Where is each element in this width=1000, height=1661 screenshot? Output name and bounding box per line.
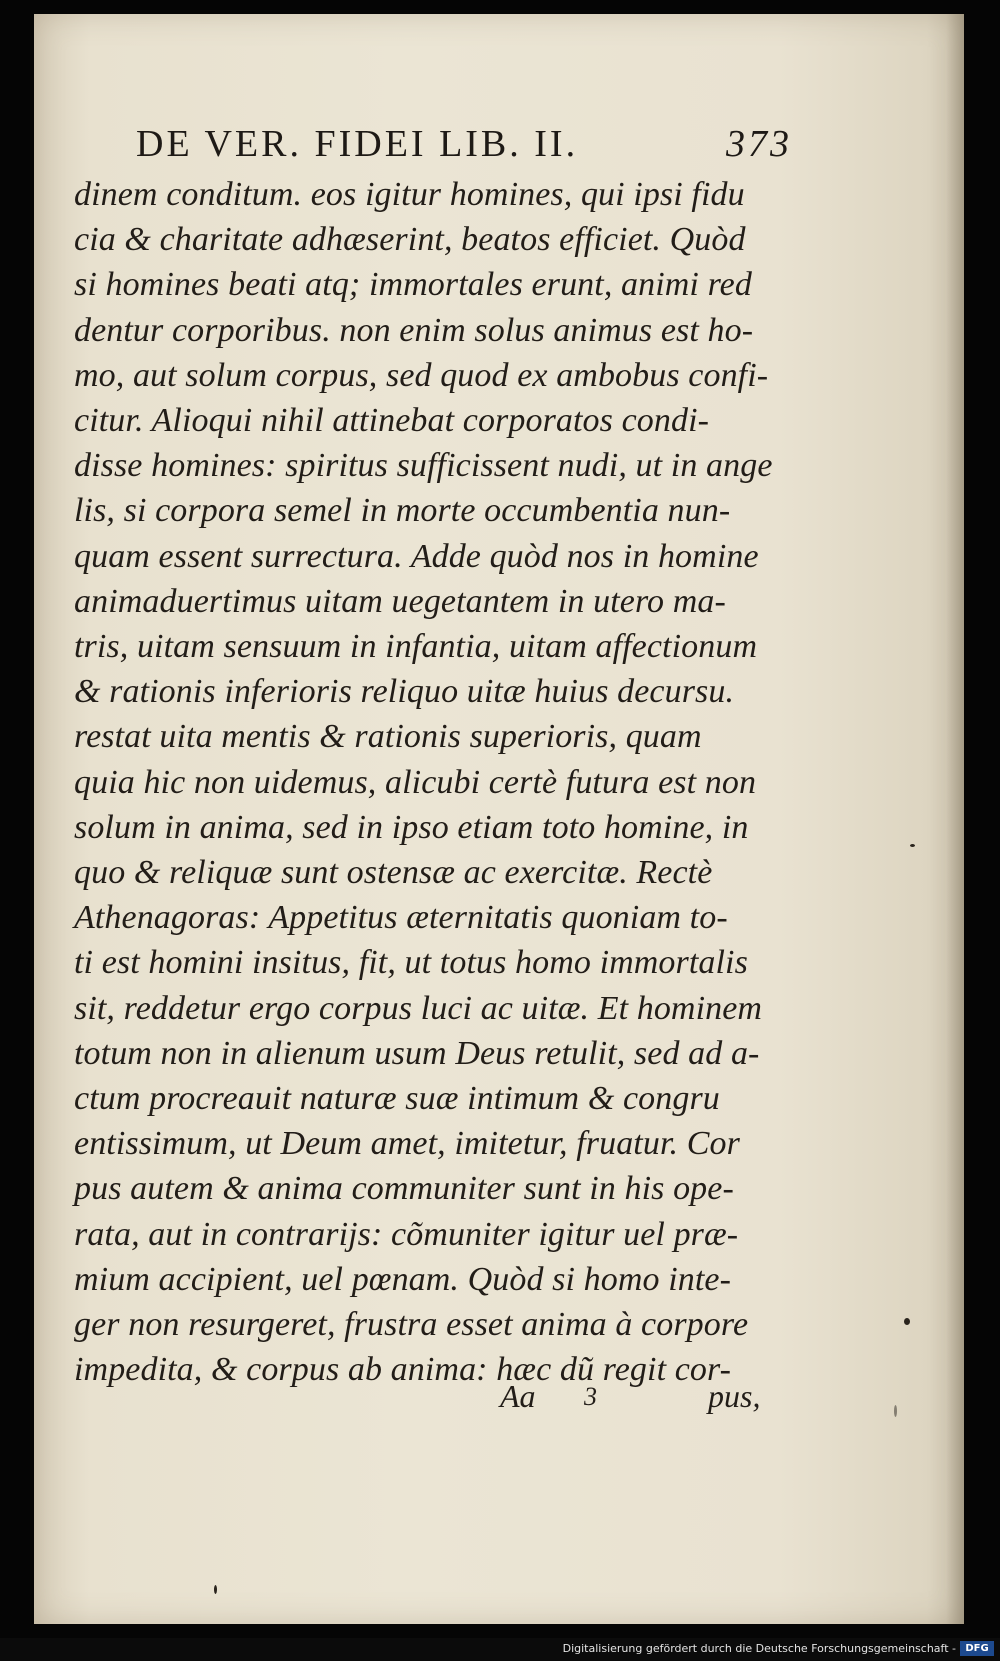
footer-bar xyxy=(0,1638,1000,1661)
text-line: restat uita mentis & rationis superioris, quam xyxy=(74,718,702,756)
text-line: si homines beati atq; immortales erunt, animi red xyxy=(74,266,752,304)
text-line: & rationis inferioris reliquo uitæ huius decursu. xyxy=(74,673,735,711)
text-line: dentur corporibus. non enim solus animus est ho- xyxy=(74,311,754,349)
text-line: pus autem & anima communiter sunt in his ope- xyxy=(74,1170,734,1208)
text-line: citur. Alioqui nihil attinebat corporatos condi- xyxy=(74,402,710,440)
text-line: solum in anima, sed in ipso etiam toto homine, in xyxy=(74,808,749,846)
text-line: mium accipient, uel pœnam. Quòd si homo inte- xyxy=(74,1260,732,1298)
text-line: mo, aut solum corpus, sed quod ex ambobus confi- xyxy=(74,356,769,394)
signature-number: 3 xyxy=(584,1382,597,1411)
book-page xyxy=(34,14,964,1624)
text-line: animaduertimus uitam uegetantem in utero ma- xyxy=(74,582,726,620)
text-line: quo & reliquæ sunt ostensæ ac exercitæ. Rectè xyxy=(74,854,713,892)
funding-credit: Digitalisierung gefördert durch die Deutsche Forschungsgemeinschaft - xyxy=(562,1642,956,1655)
text-line: quam essent surrectura. Adde quòd nos in homine xyxy=(74,537,759,575)
signature-mark: Aa xyxy=(500,1378,536,1414)
text-line: quia hic non uidemus, alicubi certè futura est non xyxy=(74,763,757,801)
text-line: lis, si corpora semel in morte occumbentia nun- xyxy=(74,492,731,530)
text-line: ger non resurgeret, frustra esset anima à corpore xyxy=(74,1306,749,1344)
text-line: entissimum, ut Deum amet, imitetur, fruatur. Cor xyxy=(74,1125,740,1163)
page-number: 373 xyxy=(726,123,792,165)
text-line: impedita, & corpus ab anima: hæc dũ regit cor- xyxy=(74,1351,732,1389)
text-line: dinem conditum. eos igitur homines, qui ipsi fidu xyxy=(74,176,745,213)
text-line: Athenagoras: Appetitus æternitatis quoniam to- xyxy=(74,899,728,937)
text-line: sit, reddetur ergo corpus luci ac uitæ. Et hominem xyxy=(74,989,763,1027)
text-line: ti est homini insitus, fit, ut totus homo immortalis xyxy=(74,944,748,982)
running-head xyxy=(136,114,836,174)
ink-speck xyxy=(894,1405,897,1417)
ink-speck xyxy=(910,844,915,847)
signature-line xyxy=(34,1378,964,1422)
text-line: rata, aut in contrarijs: cõmuniter igitur uel præ- xyxy=(74,1215,739,1253)
ink-speck xyxy=(214,1585,217,1594)
text-line: cia & charitate adhæserint, beatos efficiet. Quòd xyxy=(74,221,746,259)
text-line: totum non in alienum usum Deus retulit, sed ad a- xyxy=(74,1034,760,1072)
running-head-title: DE VER. FIDEI LIB. II. xyxy=(136,123,579,165)
body-text xyxy=(74,172,834,1392)
text-line: ctum procreauit naturæ suæ intimum & congru xyxy=(74,1080,720,1118)
text-line: tris, uitam sensuum in infantia, uitam affectionum xyxy=(74,628,758,666)
ink-speck xyxy=(904,1318,910,1325)
dfg-logo: DFG xyxy=(960,1641,994,1656)
text-line: disse homines: spiritus sufficissent nudi, ut in ange xyxy=(74,447,773,485)
catchword: pus, xyxy=(708,1378,761,1414)
